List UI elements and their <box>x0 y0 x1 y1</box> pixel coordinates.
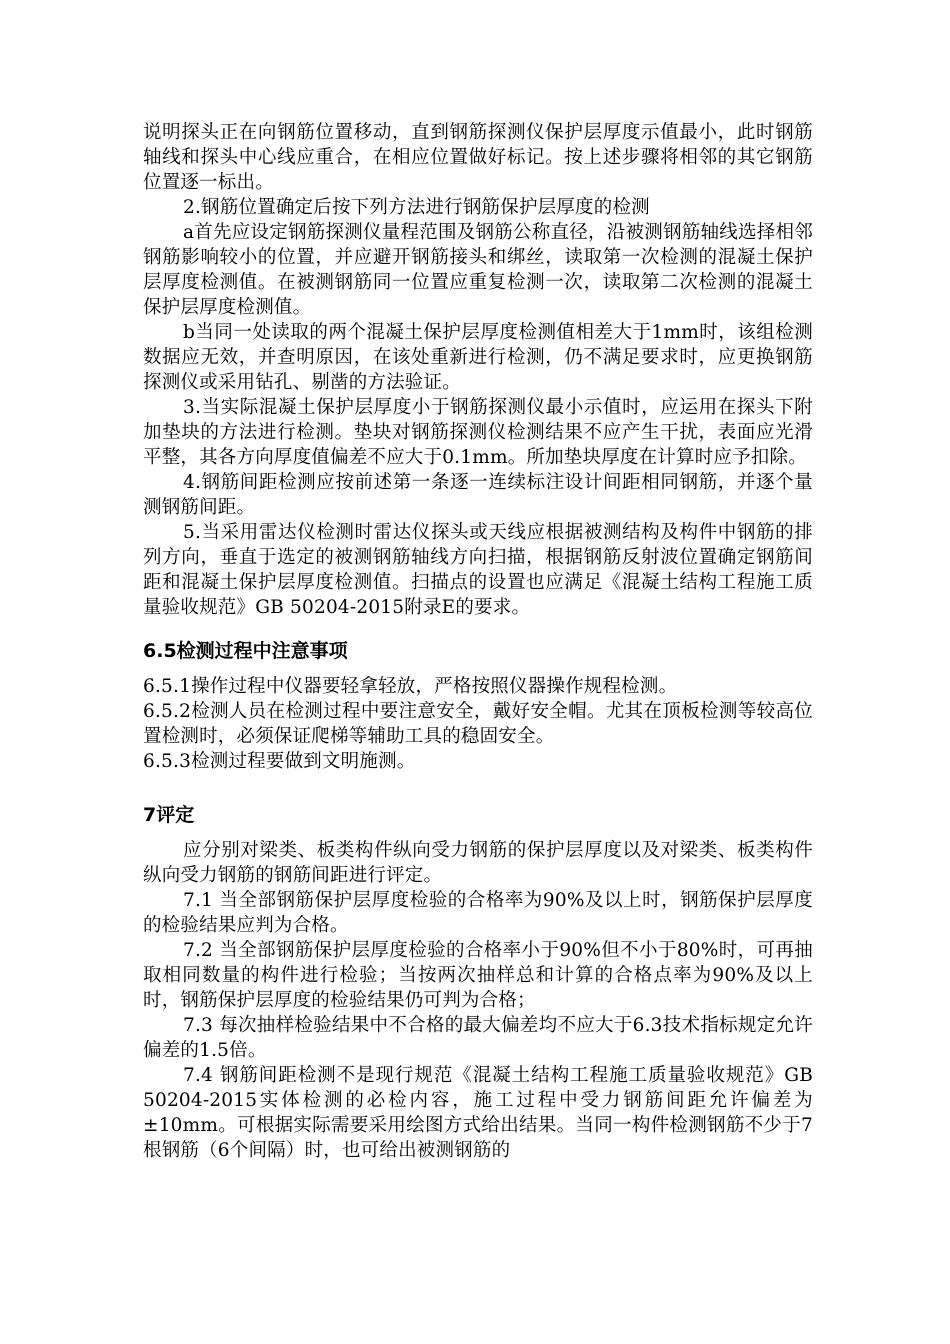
paragraph-item-5: 5.当采用雷达仪检测时雷达仪探头或天线应根据被测结构及构件中钢筋的排列方向，垂直于选定的被测钢筋轴线方向扫描，根据钢筋反射波位置确定钢筋间距和混凝土保护层厚度检测值。扫描点的设置也应满足《混凝土结构工程施工质量验收规范》GB 50204-2015附录E的要求。 <box>143 522 813 618</box>
section-7-item-3: 7.3 每次抽样检验结果中不合格的最大偏差均不应大于6.3技术指标规定允许偏差的1.5倍。 <box>143 1015 813 1061</box>
section-7-item-2: 7.2 当全部钢筋保护层厚度检验的合格率小于90%但不小于80%时，可再抽取相同数量的构件进行检验；当按两次抽样总和计算的合格点率为90%及以上时，钢筋保护层厚度的检验结果仍可判为合格； <box>143 940 813 1011</box>
paragraph-item-3: 3.当实际混凝土保护层厚度小于钢筋探测仪最小示值时，应运用在探头下附加垫块的方法进行检测。垫块对钢筋探测仪检测结果不应产生干扰，表面应光滑平整，其各方向厚度值偏差不应大于0.1mm。所加垫块厚度在计算时应予扣除。 <box>143 397 813 468</box>
section-6-5-item-3: 6.5.3检测过程要做到文明施测。 <box>143 751 416 772</box>
section-heading-6-5: 6.5检测过程中注意事项 <box>143 640 348 662</box>
paragraph-item-a: a首先应设定钢筋探测仪量程范围及钢筋公称直径，沿被测钢筋轴线选择相邻钢筋影响较小的位置，并应避开钢筋接头和绑丝，读取第一次检测的混凝土保护层厚度检测值。在被测钢筋同一位置应重复检测一次，读取第二次检测的混凝土保护层厚度检测值。 <box>143 222 813 318</box>
paragraph-item-4: 4.钢筋间距检测应按前述第一条逐一连续标注设计间距相同钢筋，并逐个量测钢筋间距。 <box>143 472 813 518</box>
section-7-intro: 应分别对梁类、板类构件纵向受力钢筋的保护层厚度以及对梁类、板类构件纵向受力钢筋的钢筋间距进行评定。 <box>143 840 813 886</box>
section-7-item-4: 7.4 钢筋间距检测不是现行规范《混凝土结构工程施工质量验收规范》GB 50204-2015实体检测的必检内容，施工过程中受力钢筋间距允许偏差为±10mm。可根据实际需要采用绘图方式给出结果。当同一构件检测钢筋不少于7根钢筋（6个间隔）时，也可给出被测钢筋的 <box>143 1065 813 1161</box>
section-7-item-1: 7.1 当全部钢筋保护层厚度检验的合格率为90%及以上时，钢筋保护层厚度的检验结果应判为合格。 <box>143 890 813 936</box>
section-heading-7: 7评定 <box>143 804 195 826</box>
section-6-5-item-1: 6.5.1操作过程中仪器要轻拿轻放，严格按照仪器操作规程检测。 <box>143 676 678 697</box>
page-content <box>143 120 813 1163</box>
paragraph-item-2: 2.钢筋位置确定后按下列方法进行钢筋保护层厚度的检测 <box>183 197 650 218</box>
paragraph-item-b: b当同一处读取的两个混凝土保护层厚度检测值相差大于1mm时，该组检测数据应无效，并查明原因，在该处重新进行检测，仍不满足要求时，应更换钢筋探测仪或采用钻孔、剔凿的方法验证。 <box>143 322 813 393</box>
section-6-5-item-2: 6.5.2检测人员在检测过程中要注意安全，戴好安全帽。尤其在顶板检测等较高位置检测时，必须保证爬梯等辅助工具的稳固安全。 <box>143 701 813 747</box>
paragraph-probe-moving: 说明探头正在向钢筋位置移动，直到钢筋探测仪保护层厚度示值最小，此时钢筋轴线和探头中心线应重合，在相应位置做好标记。按上述步骤将相邻的其它钢筋位置逐一标出。 <box>143 122 813 193</box>
